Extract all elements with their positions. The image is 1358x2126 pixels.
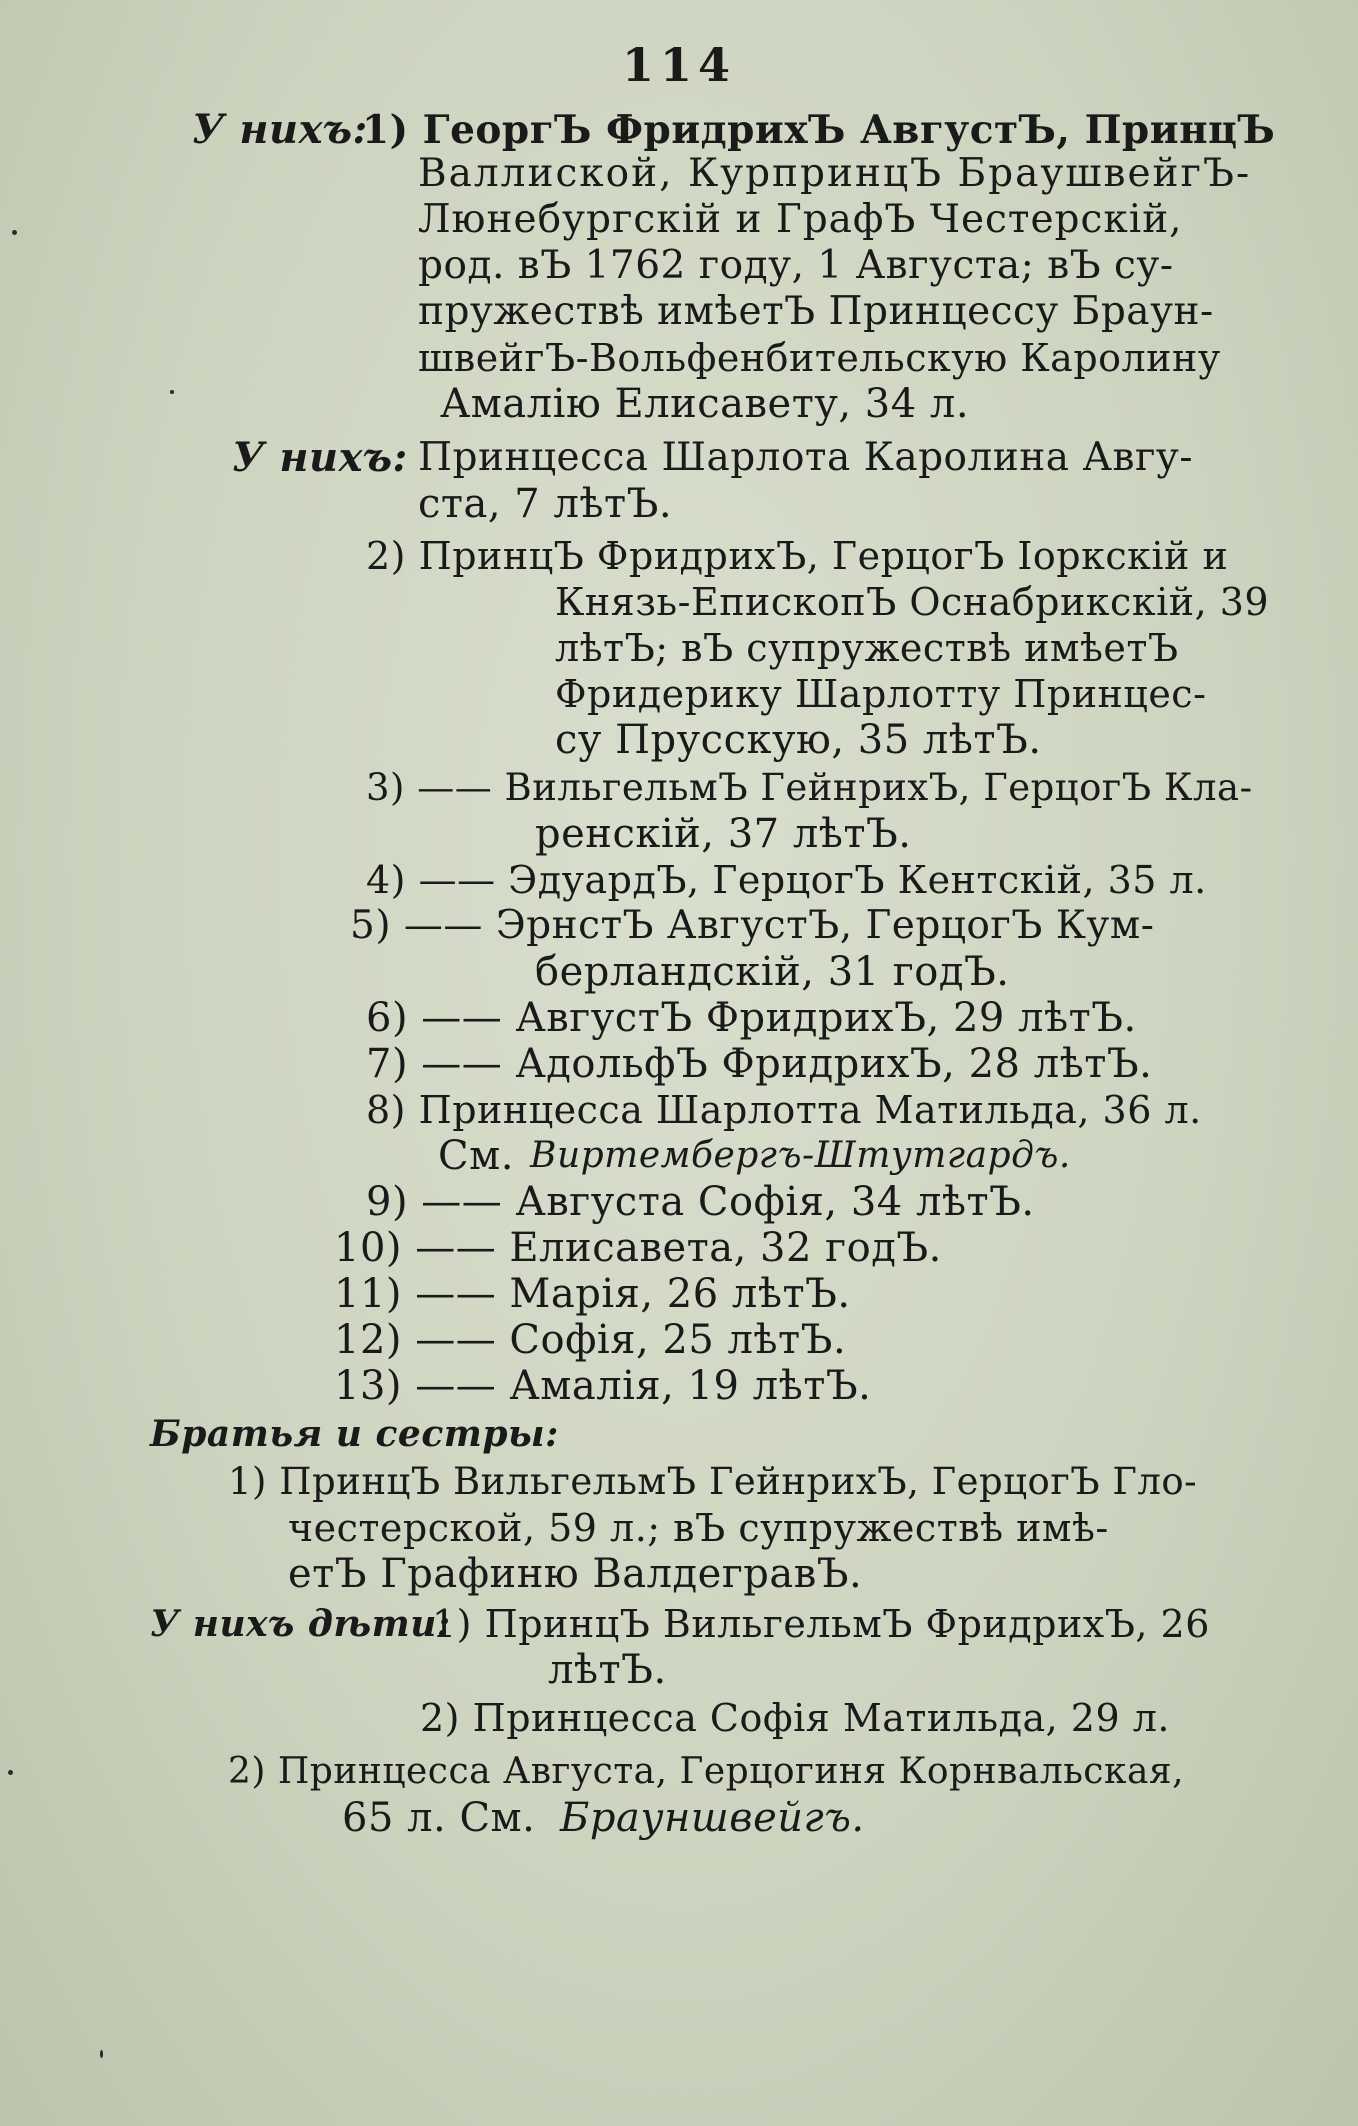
grandchild-line-2: ста, 7 лѣтЪ. bbox=[418, 481, 673, 527]
niece-2: 2) Принцесса Софія Матильда, 29 л. bbox=[420, 1696, 1170, 1740]
entry-13: 13) —— Амалія, 19 лѣтЪ. bbox=[334, 1363, 872, 1409]
entry-8-see-label: См. bbox=[438, 1133, 514, 1179]
entry-1-line-4: род. вЪ 1762 году, 1 Августа; вЪ су- bbox=[418, 243, 1174, 288]
nephew-1-line-2: лѣтЪ. bbox=[548, 1647, 667, 1693]
section-label-grandchildren: У нихъ: bbox=[232, 434, 408, 481]
entry-5-line-2: берландскій, 31 годЪ. bbox=[535, 949, 1010, 995]
entry-9: 9) —— Августа Софія, 34 лѣтЪ. bbox=[366, 1179, 1035, 1225]
entry-1-line-2: Валлиской, КурпринцЪ БраушвейгЪ- bbox=[418, 151, 1252, 196]
paper-speck bbox=[12, 230, 17, 235]
entry-6: 6) —— АвгустЪ ФридрихЪ, 29 лѣтЪ. bbox=[366, 995, 1137, 1041]
entry-8-line-1: 8) Принцесса Шарлотта Матильда, 36 л. bbox=[366, 1088, 1202, 1132]
sibling-1-line-3: етЪ Графиню ВалдегравЪ. bbox=[288, 1551, 863, 1597]
sibling-2-see-label: 65 л. См. bbox=[342, 1795, 536, 1841]
paper-speck bbox=[100, 2050, 103, 2058]
entry-1-line-7: Амалію Елисавету, 34 л. bbox=[440, 381, 970, 427]
entry-4: 4) —— ЭдуардЪ, ГерцогЪ Кентскій, 35 л. bbox=[366, 858, 1207, 902]
sibling-1-line-1: 1) ПринцЪ ВильгельмЪ ГейнрихЪ, ГерцогЪ Гло- bbox=[228, 1460, 1198, 1503]
entry-2-line-2: Князь-ЕпископЪ Оснабрикскій, 39 bbox=[555, 580, 1270, 624]
entry-3-line-1: 3) —— ВильгельмЪ ГейнрихЪ, ГерцогЪ Кла- bbox=[366, 766, 1253, 809]
entry-3-line-2: ренскій, 37 лѣтЪ. bbox=[535, 811, 912, 857]
entry-12: 12) —— Софія, 25 лѣтЪ. bbox=[334, 1317, 847, 1363]
nephew-1-line-1: 1) ПринцЪ ВильгельмЪ ФридрихЪ, 26 bbox=[432, 1602, 1210, 1646]
entry-1-line-3: Люнебургскій и ГрафЪ Честерскій, bbox=[418, 197, 1183, 242]
section-label-their-children: У нихъ дѣти: bbox=[150, 1603, 451, 1645]
paper-speck bbox=[170, 390, 174, 394]
entry-1-line-6: швейгЪ-Вольфенбительскую Каролину bbox=[418, 336, 1221, 380]
section-label-children: У нихъ: bbox=[192, 106, 368, 153]
grandchild-line-1: Принцесса Шарлота Каролина Авгу- bbox=[418, 435, 1193, 480]
entry-8-cross-reference: Виртембергъ-Штутгардъ. bbox=[530, 1135, 1071, 1176]
section-heading-siblings: Братья и сестры: bbox=[150, 1413, 559, 1455]
entry-11: 11) —— Марія, 26 лѣтЪ. bbox=[334, 1271, 851, 1317]
entry-2-line-1: 2) ПринцЪ ФридрихЪ, ГерцогЪ Іоркскій и bbox=[366, 534, 1229, 578]
sibling-1-line-2: честерской, 59 л.; вЪ супружествѣ имѣ- bbox=[288, 1506, 1109, 1550]
sibling-2-cross-reference: Брауншвейгъ. bbox=[560, 1795, 865, 1841]
entry-2-line-5: су Прусскую, 35 лѣтЪ. bbox=[555, 717, 1042, 763]
entry-7: 7) —— АдольфЪ ФридрихЪ, 28 лѣтЪ. bbox=[366, 1041, 1153, 1087]
entry-1-line-1: 1) ГеоргЪ ФридрихЪ АвгустЪ, ПринцЪ bbox=[362, 107, 1276, 153]
entry-2-line-3: лѣтЪ; вЪ супружествѣ имѣетЪ bbox=[555, 626, 1179, 670]
entry-2-line-4: Фридерику Шарлотту Принцес- bbox=[555, 672, 1207, 716]
sibling-2-line-1: 2) Принцесса Августа, Герцогиня Корнвальская, bbox=[228, 1751, 1185, 1792]
paper-speck bbox=[8, 1770, 13, 1775]
page-number: 114 bbox=[621, 38, 737, 92]
entry-5-line-1: 5) —— ЭрнстЪ АвгустЪ, ГерцогЪ Кум- bbox=[350, 903, 1155, 948]
entry-1-line-5: пружествѣ имѣетЪ Принцессу Браун- bbox=[418, 289, 1214, 334]
entry-10: 10) —— Елисавета, 32 годЪ. bbox=[334, 1225, 942, 1271]
